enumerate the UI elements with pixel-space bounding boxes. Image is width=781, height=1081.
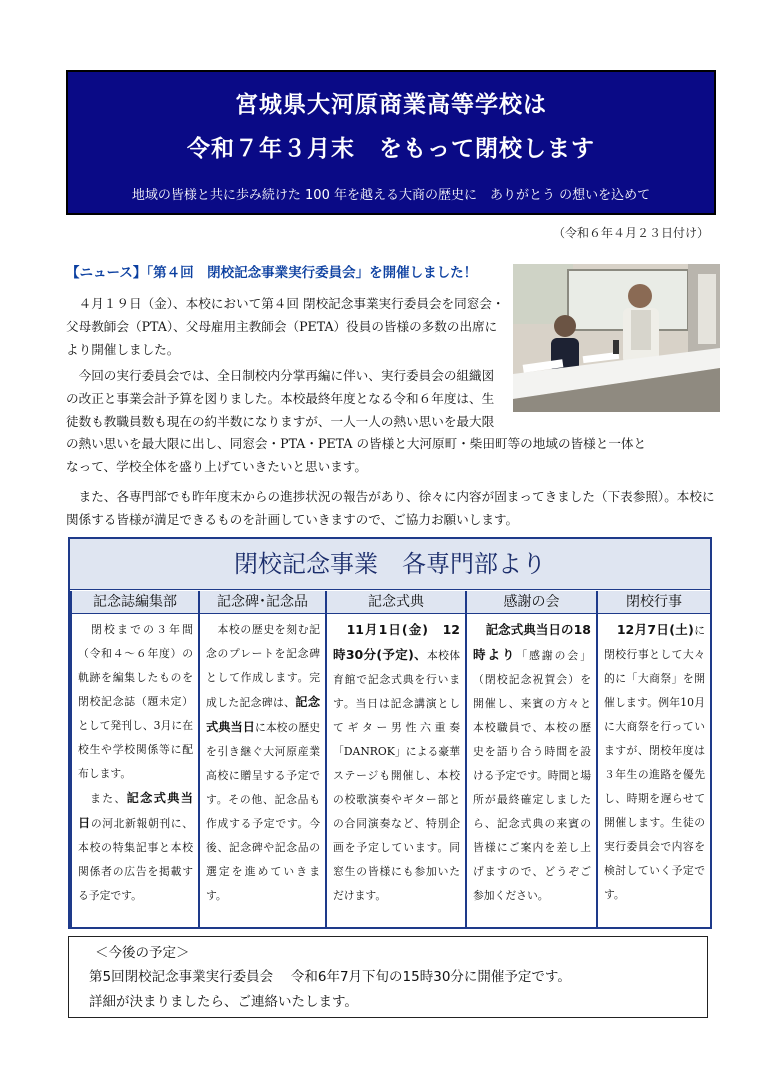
column-header: 閉校行事 [598,591,710,614]
news-paragraph-2-line-b: なって、学校全体を盛り上げていきたいと思います。 [66,459,367,474]
column-bold-heading: 記念式典当日の18時より [473,622,591,662]
events-table-title: 閉校記念事業 各専門部より [70,539,710,590]
meeting-photo [513,264,720,412]
future-schedule-box [68,936,708,1018]
column-text-bold: 記念式典当日 [206,695,321,734]
future-line-1: 第5回閉校記念事業実行委員会 令和6年7月下旬の15時30分に開催予定です。 [89,969,571,985]
future-heading: ＜今後の予定＞ [95,945,190,961]
column-kansha [465,591,596,927]
news-paragraph-1: ４月１９日（金）、本校において第４回 閉校記念事業実行委員会を同窓会・父母教師会（PTA）、父母雇用主教師会（PETA）役員の皆様の多数の出席により開催しました。 [66,296,505,357]
news-paragraph-3: また、各専門部でも昨年度末からの進捗状況の報告があり、徐々に内容が固まってきました（下表参照）。本校に関係する皆様が満足できるものを計画していきますので、ご協力お願いします。 [66,489,715,527]
news-paragraph-2-continued [66,432,720,478]
column-header: 記念碑･記念品 [200,591,325,614]
column-header: 記念式典 [327,591,465,614]
column-header: 記念誌編集部 [72,591,198,614]
future-line-2: 詳細が決まりましたら、ご連絡いたします。 [89,994,358,1010]
news-paragraph-2-text: 今回の実行委員会では、全日制校内分掌再編に伴い、実行委員会の組織図の改正と事業会計予算を図りました。本校最終年度となる令和６年度は、生徒数も教職員数も現在の約半数になりますが、一人一人の熱い思いを最大限 [66,368,495,429]
column-text-pre: 本校の歴史を刻む記念のプレートを記念碑として作成します。完成した記念碑は、 [206,623,320,709]
column-text: 閉校までの３年間（令和４～６年度）の軌跡を編集したものを閉校記念誌（題未定）として発刊し、3月に在校生や学校関係等に配布します。 [78,623,193,780]
column-text: 本校体育館で記念式典を行います。当日は記念講演としてギター男性六重奏「DANROK」による豪華ステージも開催し、本校の校歌演奏やギター部との合同演奏など、特別企画を予定しています。同窓生の皆様にも参加いただけます。 [333,649,460,902]
column-text-pre: また、 [78,792,127,805]
column-text: に閉校行事として大々的に「大商祭」を開催します。例年10月に大商祭を行っていますが、閉校年度は３年生の進路を優先し、時期を遅らせて開催します。生徒の実行委員会で内容を検討していく予定です。 [604,624,705,901]
column-text-post: の河北新報朝刊に、本校の特集記事と本校関係者の広告を掲載する予定です。 [78,817,194,902]
header-banner [66,70,716,215]
column-bold-heading: 12月7日(土) [604,622,694,637]
page-subtitle: 地域の皆様と共に歩み続けた 100 年を越える大商の歴史に ありがとう の想いを込めて [131,188,651,203]
column-text: 「感謝の会」（閉校記念祝賀会）を開催し、来賓の方々と本校職員で、本校の歴史を語り合う時間を設ける予定です。時間と場所が最終確定しましたら、記念式典の来賓の皆様にご案内を差し上げますので、どうぞご参加ください。 [473,649,591,902]
column-body [467,614,596,908]
date-note: （令和６年４月２３日付け） [552,226,709,240]
page-title-line2: 令和７年３月末 をもって閉校します [187,136,595,162]
column-heikou [596,591,710,927]
page-title-line1: 宮城県大河原商業高等学校は [235,92,547,118]
events-table [68,537,712,929]
column-body [200,614,325,908]
column-header: 感謝の会 [467,591,596,614]
column-body [598,614,710,907]
column-kinenhi [198,591,325,927]
news-paragraph-2-line-a: の熱い思いを最大限に出し、同窓会・PTA・PETA の皆様と大河原町・柴田町等の地域の皆様と一体と [66,436,647,451]
column-text-post: に本校の歴史を引き継ぐ大河原産業高校に贈呈する予定です。その他、記念品も作成する予定です。今後、記念碑や記念品の選定を進めていきます。 [206,721,321,902]
column-bold-heading: 11月1日(金) 12時30分(予定)、 [333,622,460,662]
column-body [72,614,198,908]
news-title: 【ニュース】「第４回 閉校記念事業実行委員会」を開催しました！ [66,265,478,281]
column-shikiten [325,591,465,927]
column-kinenshi [70,591,198,927]
column-text-bold: 記念式典当日 [78,791,193,830]
news-paragraph-2 [66,364,506,433]
column-body [327,614,465,908]
